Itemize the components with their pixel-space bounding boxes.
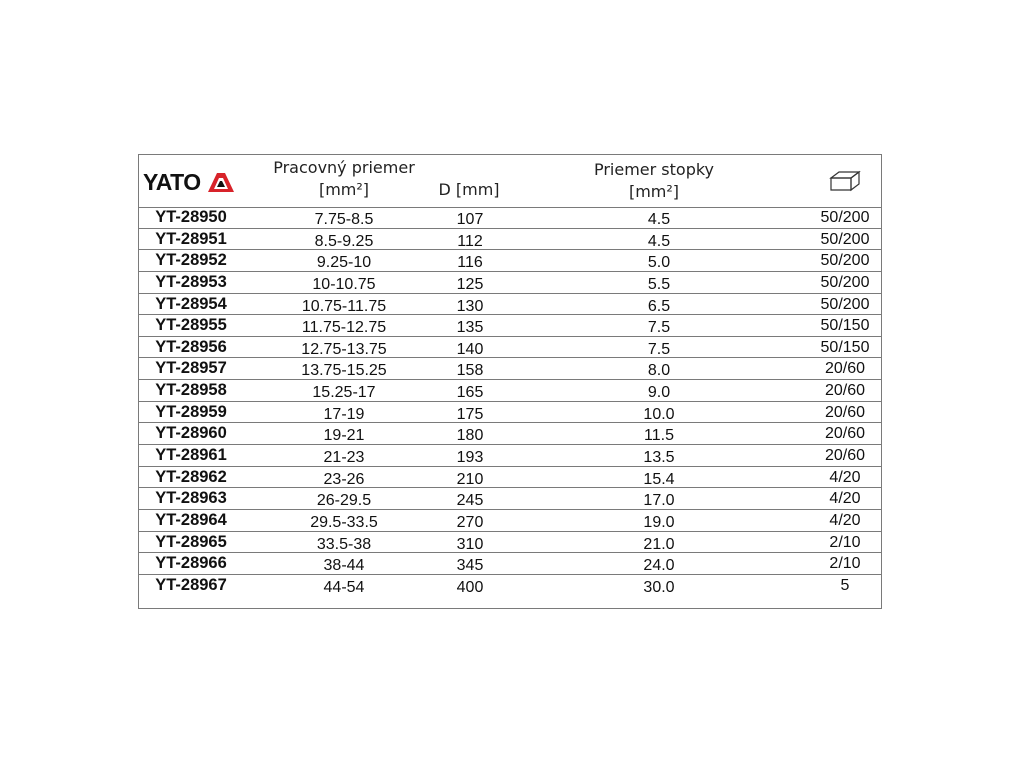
working-diameter-cell: 10-10.75 [312,275,376,293]
yato-logo-icon [206,170,236,194]
d-cell: 210 [456,470,484,488]
header-working-diameter-unit: [mm²] [318,180,370,199]
packaging-cell: 4/20 [829,468,861,486]
box-icon [829,170,863,192]
d-cell: 158 [456,362,484,380]
shank-diameter-cell: 24.0 [643,557,675,575]
table-header [139,155,881,208]
working-diameter-cell: 7.75-8.5 [314,211,374,228]
table-row [139,272,881,294]
product-code-cell: YT-28967 [155,575,227,594]
d-cell: 345 [456,557,484,575]
d-cell: 165 [456,384,484,402]
shank-diameter-cell: 9.0 [647,384,671,402]
product-code-cell: YT-28959 [155,402,227,421]
shank-diameter-cell: 4.5 [647,232,671,250]
packaging-cell: 4/20 [829,490,861,508]
packaging-cell: 2/10 [829,555,861,573]
packaging-cell: 20/60 [824,360,866,378]
packaging-cell: 5 [840,576,850,594]
packaging-cell: 20/60 [824,403,866,421]
shank-diameter-cell: 10.0 [643,405,675,423]
shank-diameter-cell: 7.5 [647,340,671,358]
packaging-cell: 50/200 [820,273,870,291]
spec-table [138,154,882,609]
product-code-cell: YT-28964 [155,510,227,529]
packaging-cell: 50/200 [820,295,870,313]
table-row [139,510,881,532]
table-row [139,207,881,229]
shank-diameter-cell: 4.5 [647,211,671,228]
d-cell: 175 [456,405,484,423]
product-code-cell: YT-28961 [155,446,227,465]
yato-logo [143,169,236,195]
shank-diameter-cell: 5.0 [647,254,671,272]
shank-diameter-cell: 21.0 [643,535,675,553]
product-code-cell: YT-28960 [155,424,227,443]
table-row [139,229,881,251]
d-cell: 245 [456,492,484,510]
header-d: D [mm] [438,180,500,199]
table-row [139,337,881,359]
working-diameter-cell: 44-54 [323,578,365,596]
working-diameter-cell: 26-29.5 [316,492,372,510]
table-row [139,294,881,316]
d-cell: 130 [456,297,484,315]
working-diameter-cell: 13.75-15.25 [301,362,387,380]
packaging-cell: 50/200 [820,252,870,270]
table-row [139,488,881,510]
working-diameter-cell: 29.5-33.5 [310,513,378,531]
working-diameter-cell: 17-19 [323,405,365,423]
product-code-cell: YT-28952 [155,251,227,270]
packaging-cell: 20/60 [824,447,866,465]
packaging-cell: 20/60 [824,425,866,443]
header-shank-diameter-unit: [mm²] [628,182,680,201]
shank-diameter-cell: 11.5 [644,427,674,445]
d-cell: 400 [456,578,484,596]
d-cell: 270 [456,513,484,531]
d-cell: 193 [456,449,484,467]
product-code-cell: YT-28963 [155,489,227,508]
table-row [139,380,881,402]
table-row [139,358,881,380]
working-diameter-cell: 19-21 [323,427,365,445]
packaging-cell: 50/200 [820,209,870,226]
product-code-cell: YT-28953 [155,272,227,291]
working-diameter-cell: 21-23 [323,449,365,467]
working-diameter-cell: 9.25-10 [316,254,372,272]
product-code-cell: YT-28957 [155,359,227,378]
d-cell: 140 [456,340,484,358]
product-code-cell: YT-28956 [155,337,227,356]
table-body [139,207,881,597]
packaging-cell: 50/150 [820,338,870,356]
header-shank-diameter-label: Priemer stopky [593,160,715,179]
shank-diameter-cell: 8.0 [647,362,671,380]
d-cell: 116 [457,254,483,272]
header-working-diameter [259,157,429,201]
packaging-cell: 50/150 [820,317,870,335]
table-row [139,445,881,467]
shank-diameter-cell: 6.5 [647,297,671,315]
working-diameter-cell: 11.75-12.75 [301,319,387,337]
working-diameter-cell: 12.75-13.75 [301,340,387,358]
shank-diameter-cell: 13.5 [643,449,675,467]
table-row [139,250,881,272]
header-shank-diameter [559,159,749,203]
working-diameter-cell: 33.5-38 [316,535,372,553]
product-code-cell: YT-28954 [155,294,227,313]
working-diameter-cell: 15.25-17 [312,384,376,402]
product-code-cell: YT-28966 [155,554,227,573]
d-cell: 125 [456,275,484,293]
shank-diameter-cell: 7.5 [647,319,671,337]
table-row [139,532,881,554]
shank-diameter-cell: 19.0 [643,513,675,531]
product-code-cell: YT-28951 [155,229,227,248]
working-diameter-cell: 10.75-11.75 [301,297,387,315]
table-row [139,575,881,597]
product-code-cell: YT-28958 [155,381,227,400]
packaging-cell: 50/200 [820,230,870,248]
packaging-cell: 2/10 [829,533,861,551]
shank-diameter-cell: 30.0 [643,578,675,596]
working-diameter-cell: 8.5-9.25 [314,232,374,250]
product-code-cell: YT-28965 [155,532,227,551]
table-row [139,402,881,424]
table-row [139,467,881,489]
product-code-cell: YT-28955 [155,316,227,335]
table-row [139,315,881,337]
working-diameter-cell: 38-44 [323,557,365,575]
d-cell: 107 [456,211,484,228]
shank-diameter-cell: 5.5 [647,275,671,293]
d-cell: 112 [457,232,483,250]
shank-diameter-cell: 17.0 [643,492,675,510]
header-working-diameter-label: Pracovný priemer [273,158,415,177]
packaging-cell: 20/60 [824,382,866,400]
packaging-cell: 4/20 [829,511,861,529]
d-cell: 180 [456,427,484,445]
d-cell: 310 [456,535,484,553]
working-diameter-cell: 23-26 [323,470,365,488]
logo-text: YATO [143,168,201,195]
shank-diameter-cell: 15.4 [643,470,675,488]
table-row [139,423,881,445]
d-cell: 135 [456,319,484,337]
product-code-cell: YT-28950 [155,208,227,226]
table-row [139,553,881,575]
product-code-cell: YT-28962 [155,467,227,486]
